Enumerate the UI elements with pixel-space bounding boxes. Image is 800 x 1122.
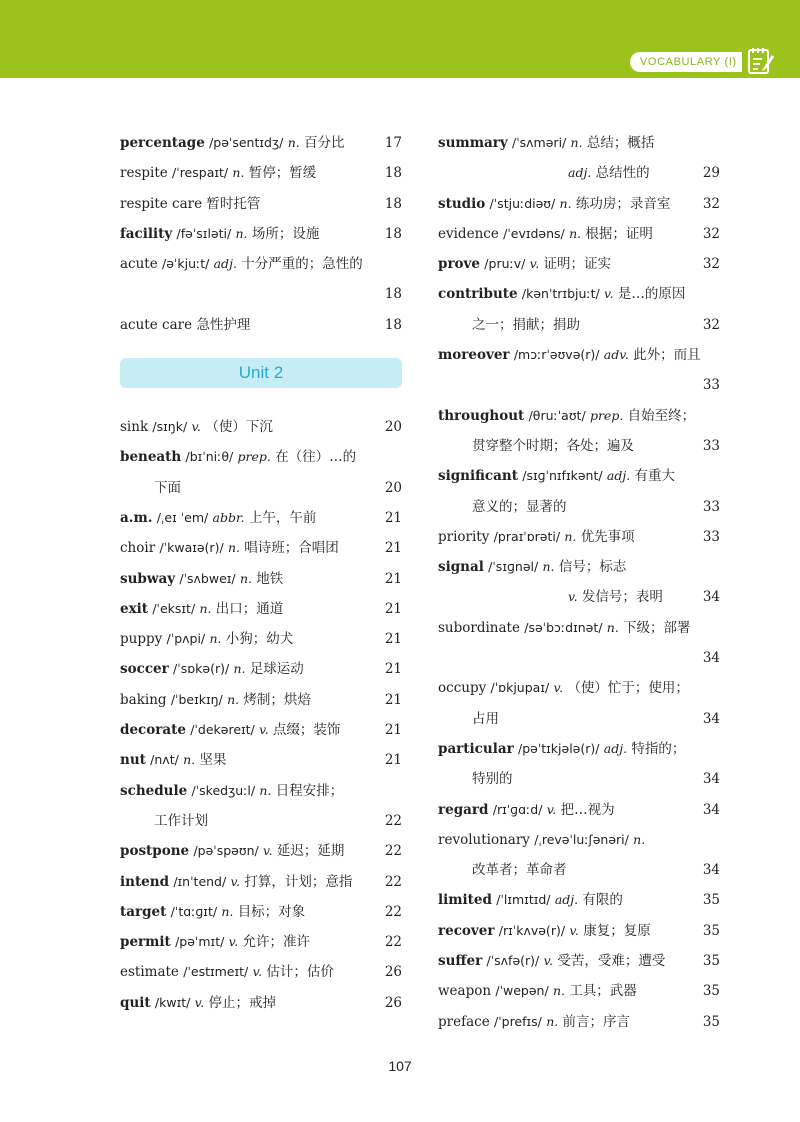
page-ref: 34 [702, 710, 720, 727]
left-column [120, 128, 402, 1018]
phonetic: /ˈskedʒuːl/ [191, 782, 256, 798]
vocab-entry [438, 1007, 720, 1037]
page-ref: 21 [384, 509, 402, 526]
vocab-entry [120, 533, 402, 563]
vocab-entry [120, 806, 402, 836]
phonetic: /ˈsɪɡnəl/ [488, 559, 539, 575]
part-of-speech: n. [542, 559, 555, 575]
page-ref: 18 [384, 165, 402, 182]
part-of-speech: n. [233, 661, 246, 677]
definition: 日程安排； [275, 782, 344, 799]
definition: 暂停；暂缓 [248, 165, 317, 182]
definition: 总结性的 [595, 165, 650, 182]
definition: 场所；设施 [251, 225, 320, 242]
page-ref: 20 [384, 419, 402, 436]
page-ref: 22 [384, 812, 402, 829]
vocab-entry [438, 401, 720, 431]
phonetic: /sɪɡˈnɪfɪkənt/ [522, 468, 603, 484]
phonetic: /praɪˈɒrəti/ [493, 528, 561, 544]
definition: （使）下沉 [205, 419, 273, 436]
phonetic: /ˈtɑːɡɪt/ [170, 903, 218, 919]
part-of-speech: v. [604, 286, 614, 302]
definition: 此外；而且 [633, 347, 701, 364]
definition: 允许；准许 [242, 934, 310, 951]
vocab-entry [120, 412, 402, 442]
vocab-entry [120, 219, 402, 249]
part-of-speech: n. [569, 225, 582, 241]
part-of-speech: n. [259, 782, 272, 798]
headword: significant [438, 468, 518, 485]
vocab-entry [438, 461, 720, 491]
headword: throughout [438, 407, 525, 424]
headword: facility [120, 225, 173, 242]
headword: baking [120, 691, 167, 708]
phonetic: /pəˈspəʊn/ [193, 843, 259, 859]
definition: 点缀；装饰 [272, 722, 341, 739]
vocab-entry [438, 370, 720, 400]
page-ref: 33 [702, 498, 720, 515]
page-ref: 22 [384, 873, 402, 890]
headword: moreover [438, 347, 510, 364]
part-of-speech: v. [230, 873, 241, 889]
vocab-entry [120, 310, 402, 340]
part-of-speech: n. [199, 600, 212, 616]
page-ref: 18 [384, 286, 402, 303]
page-ref: 26 [384, 994, 402, 1011]
phonetic: /ˈdekəreɪt/ [190, 722, 255, 738]
page-ref: 33 [702, 437, 720, 454]
headword: limited [438, 892, 492, 909]
vocab-entry [438, 613, 720, 643]
headword: puppy [120, 631, 163, 648]
page-ref: 18 [384, 316, 402, 333]
part-of-speech: adj. [568, 165, 592, 181]
page-ref: 32 [702, 256, 720, 273]
definition: 在（往）…的 [275, 449, 357, 466]
phonetic: /əˈkjuːt/ [162, 256, 210, 272]
headword: weapon [438, 983, 492, 1000]
vocab-entry [438, 643, 720, 673]
definition: 信号；标志 [558, 559, 627, 576]
vocab-entry [438, 128, 720, 158]
phonetic: /kənˈtrɪbjuːt/ [521, 286, 600, 302]
part-of-speech: adj. [554, 892, 579, 908]
page-ref: 18 [384, 225, 402, 242]
page-ref: 21 [384, 661, 402, 678]
vocab-entry [438, 431, 720, 461]
phonetic: /pəˈsentɪdʒ/ [209, 135, 284, 150]
page-ref: 32 [702, 316, 720, 333]
headword: nut [120, 752, 146, 769]
vocab-entry [120, 897, 402, 927]
phonetic: /pruːv/ [484, 256, 526, 272]
vocab-entry [120, 189, 402, 219]
definition: 受苦，受难；遭受 [557, 953, 666, 970]
part-of-speech: n. [546, 1013, 559, 1029]
page-ref: 22 [384, 903, 402, 920]
page-ref: 21 [384, 540, 402, 557]
phonetic: /ˈstjuːdiəʊ/ [489, 195, 556, 211]
definition: 烤制；烘焙 [243, 691, 311, 708]
part-of-speech: n. [183, 752, 196, 768]
vocab-entry [438, 582, 720, 612]
vocab-entry [438, 916, 720, 946]
page-ref: 33 [702, 528, 720, 545]
headword: intend [120, 873, 170, 890]
part-of-speech: n. [209, 631, 222, 647]
vocab-list-unit2 [120, 412, 402, 1018]
definition: 意义的；显著的 [472, 498, 567, 515]
page-ref: 35 [702, 892, 720, 909]
phonetic: /ˈrespaɪt/ [172, 165, 229, 181]
page-ref: 21 [384, 752, 402, 769]
page-ref: 21 [384, 631, 402, 648]
phonetic: /ɪnˈtend/ [173, 873, 227, 889]
headword: particular [438, 740, 514, 757]
definition: 有限的 [582, 892, 623, 909]
vocab-entry [438, 552, 720, 582]
headword: summary [438, 135, 508, 151]
page-ref: 18 [384, 195, 402, 212]
phonetic: /səˈbɔːdɪnət/ [524, 619, 603, 635]
vocab-entry [120, 594, 402, 624]
definition: 自始至终； [627, 407, 696, 424]
headword: respite [120, 165, 168, 182]
headword: exit [120, 600, 149, 617]
definition: 把…视为 [560, 801, 615, 818]
page-ref: 34 [702, 589, 720, 606]
header-bar [0, 0, 800, 78]
vocab-entry [120, 473, 402, 503]
definition: 目标；对象 [237, 903, 306, 920]
phonetic: /kwɪt/ [154, 994, 191, 1010]
page-ref: 20 [384, 479, 402, 496]
definition: 有重大 [634, 468, 675, 485]
vocab-entry [438, 946, 720, 976]
vocab-entry [438, 340, 720, 370]
page-ref: 35 [702, 1013, 720, 1030]
part-of-speech: n. [239, 570, 252, 586]
definition: 工具；武器 [569, 983, 637, 1000]
definition: 是…的原因 [617, 286, 686, 303]
notebook-pen-icon [746, 46, 776, 76]
phonetic: /sɪŋk/ [152, 419, 188, 435]
headword: beneath [120, 449, 182, 466]
page-ref: 34 [702, 771, 720, 788]
definition: 打算，计划；意指 [244, 873, 353, 890]
headword: acute [120, 256, 158, 273]
headword: suffer [438, 953, 483, 970]
vocab-entry [120, 927, 402, 957]
vocab-entry [438, 734, 720, 764]
page-ref: 34 [702, 801, 720, 818]
headword: signal [438, 559, 484, 576]
vocab-entry [120, 249, 402, 279]
vocab-entry [120, 564, 402, 594]
headword: acute care [120, 316, 193, 333]
vocab-entry [438, 855, 720, 885]
headword: occupy [438, 680, 487, 697]
definition: 证明；证实 [543, 256, 611, 273]
definition: 根据；证明 [585, 225, 653, 242]
headword: regard [438, 801, 489, 818]
definition: 特指的； [631, 740, 686, 757]
headword: permit [120, 934, 171, 951]
headword: soccer [120, 661, 169, 678]
definition: 延迟；延期 [276, 843, 345, 860]
headword: studio [438, 195, 486, 212]
page-ref: 34 [702, 862, 720, 879]
part-of-speech: v. [228, 934, 239, 950]
page-ref: 34 [702, 650, 720, 667]
definition: 下面 [154, 479, 181, 496]
phonetic: /ˈbeɪkɪŋ/ [170, 691, 223, 707]
definition: 十分严重的；急性的 [241, 256, 363, 273]
headword: preface [438, 1013, 490, 1030]
part-of-speech: v. [252, 964, 263, 980]
phonetic: /rɪˈɡɑːd/ [492, 801, 543, 817]
definition: 坚果 [199, 752, 227, 769]
phonetic: /ˈlɪmɪtɪd/ [496, 892, 551, 908]
page-ref: 32 [702, 195, 720, 212]
definition: 出口；通道 [215, 600, 284, 617]
definition: 估计；估价 [266, 964, 334, 981]
vocab-entry [120, 867, 402, 897]
vocab-entry [438, 976, 720, 1006]
vocab-entry [438, 673, 720, 703]
vocab-entry [438, 310, 720, 340]
part-of-speech: n. [227, 540, 240, 556]
headword: quit [120, 994, 151, 1011]
phonetic: /ˈɒkjupaɪ/ [490, 680, 550, 696]
phonetic: /ˈpʌpi/ [166, 631, 206, 647]
page-ref: 17 [384, 135, 402, 151]
page-ref: 21 [384, 600, 402, 617]
vocab-entry [120, 745, 402, 775]
headword: revolutionary [438, 831, 530, 848]
part-of-speech: v. [263, 843, 273, 859]
definition: 练功房；录音室 [575, 195, 671, 212]
vocab-entry [120, 624, 402, 654]
headword: postpone [120, 843, 190, 860]
vocab-entry [120, 158, 402, 188]
part-of-speech: prep. [589, 407, 624, 423]
definition: 暂时托管 [206, 195, 261, 212]
phonetic: /ˈsʌməri/ [512, 135, 567, 150]
definition: 优先事项 [580, 528, 635, 545]
vocab-entry [120, 715, 402, 745]
phonetic: /ˈestɪmeɪt/ [183, 964, 249, 980]
phonetic: /θruːˈaʊt/ [528, 407, 586, 423]
headword: subordinate [438, 619, 520, 636]
part-of-speech: n. [570, 135, 583, 150]
headword: subway [120, 570, 176, 587]
definition: 唱诗班；合唱团 [244, 540, 339, 557]
vocab-entry [438, 885, 720, 915]
phonetic: /ˈevɪdəns/ [503, 225, 565, 241]
definition: 足球运动 [249, 661, 304, 678]
phonetic: /rɪˈkʌvə(r)/ [498, 922, 566, 938]
vocab-entry [120, 685, 402, 715]
part-of-speech: n. [287, 135, 300, 150]
phonetic: /mɔːrˈəʊvə(r)/ [513, 347, 600, 363]
part-of-speech: v. [553, 680, 564, 696]
vocab-entry [120, 503, 402, 533]
vocab-entry [438, 764, 720, 794]
section-tag: VOCABULARY (I) [630, 52, 742, 72]
part-of-speech: n. [227, 691, 240, 707]
definition: 工作计划 [154, 812, 208, 829]
part-of-speech: adj. [606, 468, 631, 484]
part-of-speech: n. [221, 903, 234, 919]
definition: 之一；捐献；捐助 [472, 316, 580, 333]
part-of-speech: v. [543, 953, 554, 969]
part-of-speech: n. [606, 619, 619, 635]
definition: 前言；序言 [562, 1013, 631, 1030]
phonetic: /bɪˈniːθ/ [185, 449, 234, 465]
vocab-entry [438, 522, 720, 552]
definition: 百分比 [304, 135, 345, 151]
vocab-entry [120, 776, 402, 806]
part-of-speech: n. [564, 528, 577, 544]
phonetic: /fəˈsɪləti/ [176, 225, 232, 241]
part-of-speech: n. [552, 983, 566, 999]
definition: 急性护理 [196, 316, 251, 333]
part-of-speech: n. [232, 165, 245, 181]
headword: percentage [120, 135, 205, 151]
part-of-speech: prep. [237, 449, 271, 465]
part-of-speech: v. [546, 801, 557, 817]
headword: evidence [438, 225, 499, 242]
phonetic: /ˈprefɪs/ [493, 1013, 542, 1029]
part-of-speech: v. [191, 419, 202, 435]
part-of-speech: adj. [213, 256, 237, 272]
vocab-entry [438, 704, 720, 734]
phonetic: /ˈsɒkə(r)/ [173, 661, 230, 677]
headword: choir [120, 540, 156, 557]
page-ref: 21 [384, 691, 402, 708]
vocab-entry [120, 442, 402, 472]
vocab-entry [438, 249, 720, 279]
part-of-speech: v. [569, 922, 579, 938]
phonetic: /ˈsʌfə(r)/ [486, 953, 540, 969]
vocab-entry [120, 988, 402, 1018]
page-number: 107 [388, 1058, 412, 1074]
headword: a.m. [120, 509, 153, 526]
headword: estimate [120, 964, 179, 981]
vocab-entry [438, 492, 720, 522]
vocab-list-right [438, 128, 720, 1037]
page-ref: 29 [702, 165, 720, 182]
vocab-entry [438, 795, 720, 825]
phonetic: /nʌt/ [150, 752, 179, 768]
part-of-speech: adv. [603, 347, 629, 363]
phonetic: /ˌrevəˈluːʃənəri/ [534, 831, 629, 847]
vocab-entry [120, 128, 402, 158]
headword: schedule [120, 782, 188, 799]
phonetic: /pəˈmɪt/ [175, 934, 225, 950]
definition: 发信号；表明 [581, 589, 663, 606]
phonetic: /pəˈtɪkjələ(r)/ [517, 740, 600, 756]
vocab-entry [438, 825, 720, 855]
vocab-entry [438, 189, 720, 219]
vocab-entry [120, 279, 402, 309]
vocab-entry [120, 836, 402, 866]
page-ref: 21 [384, 722, 402, 739]
part-of-speech: n. [235, 225, 248, 241]
unit-banner: Unit 2 [120, 358, 402, 388]
definition: 总结；概括 [586, 135, 655, 151]
page-ref: 35 [702, 983, 720, 1000]
page-ref: 22 [384, 843, 402, 860]
page-ref: 35 [702, 922, 720, 939]
definition: 占用 [472, 710, 499, 727]
definition: 地铁 [256, 570, 284, 587]
vocab-entry [120, 654, 402, 684]
headword: sink [120, 419, 149, 436]
phonetic: /ˌeɪ ˈem/ [156, 509, 209, 525]
part-of-speech: n. [559, 195, 572, 211]
headword: respite care [120, 195, 203, 212]
definition: 上午，午前 [248, 509, 317, 526]
phonetic: /ˈsʌbweɪ/ [179, 570, 236, 586]
vocab-entry [438, 279, 720, 309]
page-ref: 22 [384, 934, 402, 951]
definition: 康复；复原 [583, 922, 651, 939]
vocab-entry [120, 957, 402, 987]
headword: priority [438, 528, 490, 545]
headword: prove [438, 256, 480, 273]
part-of-speech: v. [568, 589, 578, 605]
vocab-entry [438, 158, 720, 188]
headword: target [120, 903, 167, 920]
page-ref: 35 [702, 953, 720, 970]
page-ref: 26 [384, 964, 402, 981]
definition: 特别的 [472, 771, 513, 788]
part-of-speech: adj. [603, 740, 628, 756]
definition: 下级；部署 [623, 619, 691, 636]
definition: 停止；戒掉 [208, 994, 277, 1011]
definition: （使）忙于；使用； [567, 680, 689, 697]
vocab-entry [438, 219, 720, 249]
phonetic: /ˈeksɪt/ [152, 600, 196, 616]
page-ref: 32 [702, 225, 720, 242]
right-column [438, 128, 720, 1037]
phonetic: /ˈkwaɪə(r)/ [159, 540, 224, 556]
headword: recover [438, 922, 495, 939]
vocab-list-unit1 [120, 128, 402, 340]
headword: contribute [438, 286, 518, 303]
part-of-speech: v. [259, 722, 269, 738]
part-of-speech: v. [529, 256, 540, 272]
headword: decorate [120, 722, 186, 739]
page-ref: 21 [384, 570, 402, 587]
part-of-speech: v. [194, 994, 205, 1010]
page-ref: 33 [702, 377, 720, 394]
definition: 贯穿整个时期；各处；遍及 [472, 437, 634, 454]
definition: 改革者；革命者 [472, 862, 567, 879]
definition: 小狗；幼犬 [225, 631, 294, 648]
part-of-speech: n. [633, 831, 646, 847]
part-of-speech: abbr. [212, 509, 245, 525]
phonetic: /ˈwepən/ [495, 983, 549, 999]
